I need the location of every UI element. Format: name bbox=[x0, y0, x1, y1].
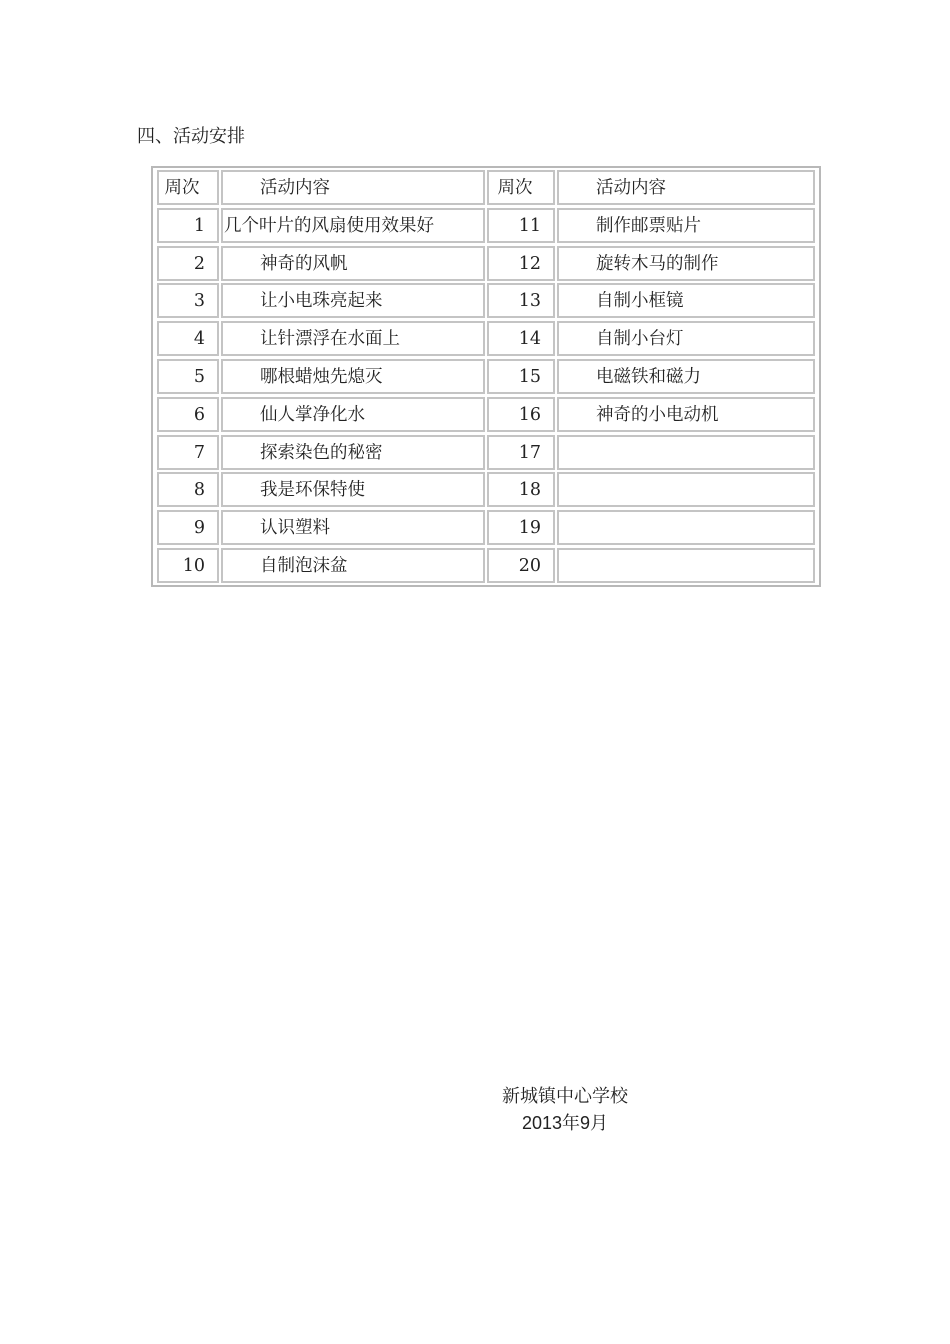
week-number-cell: 20 bbox=[487, 548, 555, 583]
week-number-cell: 9 bbox=[157, 510, 219, 545]
activity-content-cell bbox=[557, 548, 815, 583]
header-content-left: 活动内容 bbox=[221, 170, 485, 205]
document-date: 2013年9月 bbox=[521, 1113, 609, 1133]
header-week-right: 周次 bbox=[487, 170, 555, 205]
section-title: 四、活动安排 bbox=[137, 126, 245, 147]
activity-content-cell bbox=[557, 472, 815, 507]
week-number-cell: 19 bbox=[487, 510, 555, 545]
activity-content-cell: 制作邮票贴片 bbox=[557, 208, 815, 243]
week-number-cell: 15 bbox=[487, 359, 555, 394]
week-number-cell: 8 bbox=[157, 472, 219, 507]
week-number-cell: 2 bbox=[157, 246, 219, 281]
week-number-cell: 4 bbox=[157, 321, 219, 356]
activity-content-cell: 旋转木马的制作 bbox=[557, 246, 815, 281]
week-number-cell: 5 bbox=[157, 359, 219, 394]
activity-content-cell: 几个叶片的风扇使用效果好 bbox=[221, 208, 485, 243]
activity-content-cell: 神奇的小电动机 bbox=[557, 397, 815, 432]
week-number-cell: 10 bbox=[157, 548, 219, 583]
week-number-cell: 1 bbox=[157, 208, 219, 243]
activity-content-cell bbox=[557, 510, 815, 545]
activity-content-cell: 让小电珠亮起来 bbox=[221, 283, 485, 318]
activity-content-cell: 自制小台灯 bbox=[557, 321, 815, 356]
activity-content-cell bbox=[557, 435, 815, 470]
activity-content-cell: 仙人掌净化水 bbox=[221, 397, 485, 432]
activity-content-cell: 探索染色的秘密 bbox=[221, 435, 485, 470]
activity-content-cell: 让针漂浮在水面上 bbox=[221, 321, 485, 356]
activity-content-cell: 我是环保特使 bbox=[221, 472, 485, 507]
week-number-cell: 16 bbox=[487, 397, 555, 432]
week-number-cell: 14 bbox=[487, 321, 555, 356]
school-name: 新城镇中心学校 bbox=[502, 1086, 628, 1107]
activity-content-cell: 哪根蜡烛先熄灭 bbox=[221, 359, 485, 394]
activity-schedule-table bbox=[151, 166, 821, 587]
week-number-cell: 3 bbox=[157, 283, 219, 318]
activity-content-cell: 认识塑料 bbox=[221, 510, 485, 545]
week-number-cell: 12 bbox=[487, 246, 555, 281]
week-number-cell: 6 bbox=[157, 397, 219, 432]
header-week-left: 周次 bbox=[157, 170, 219, 205]
activity-content-cell: 电磁铁和磁力 bbox=[557, 359, 815, 394]
week-number-cell: 13 bbox=[487, 283, 555, 318]
week-number-cell: 7 bbox=[157, 435, 219, 470]
week-number-cell: 11 bbox=[487, 208, 555, 243]
activity-content-cell: 自制泡沫盆 bbox=[221, 548, 485, 583]
week-number-cell: 17 bbox=[487, 435, 555, 470]
activity-content-cell: 神奇的风帆 bbox=[221, 246, 485, 281]
week-number-cell: 18 bbox=[487, 472, 555, 507]
activity-content-cell: 自制小框镜 bbox=[557, 283, 815, 318]
header-content-right: 活动内容 bbox=[557, 170, 815, 205]
